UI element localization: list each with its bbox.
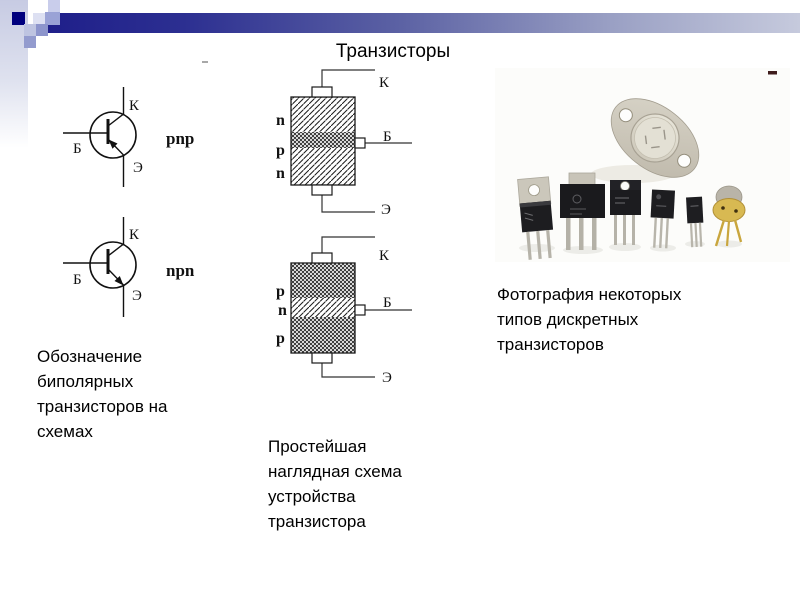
emitter-lead xyxy=(108,139,124,187)
layer-label-top: n xyxy=(276,112,285,129)
leg xyxy=(579,218,584,250)
emitter-label: Э xyxy=(133,160,143,176)
base-contact xyxy=(355,305,365,315)
to220b-transistor xyxy=(610,180,641,245)
to18-gold-transistor xyxy=(713,186,745,246)
deco-square xyxy=(24,24,36,36)
collector-lead xyxy=(108,87,124,126)
layer-label-mid: n xyxy=(278,302,287,319)
shadow xyxy=(716,241,742,248)
leg xyxy=(546,230,552,258)
tab-hole xyxy=(621,182,630,191)
emitter-lead xyxy=(108,269,124,317)
transistors-photo xyxy=(495,68,790,262)
pnp-symbol-diagram xyxy=(60,80,270,200)
layer-label-bottom: n xyxy=(276,165,285,182)
leg xyxy=(614,215,617,245)
body xyxy=(686,197,703,224)
layer-label-top: p xyxy=(276,283,285,300)
collector-label: К xyxy=(379,75,390,91)
n-layer-top xyxy=(292,98,355,133)
gold-base xyxy=(713,199,745,222)
caption-symbols: Обозначение биполярных транзисторов на схемах xyxy=(37,347,168,441)
p-layer-top xyxy=(292,264,355,299)
lead-hole xyxy=(734,209,738,213)
collector-label: К xyxy=(379,248,390,264)
deco-square xyxy=(24,36,36,48)
collector-lead xyxy=(108,217,124,256)
to126-transistor xyxy=(649,189,675,248)
n-layer-mid xyxy=(292,298,355,317)
tab-hole xyxy=(528,184,540,196)
deco-square xyxy=(48,0,60,12)
to218-transistor xyxy=(560,173,605,250)
to92-transistor xyxy=(686,197,705,248)
p-layer-mid xyxy=(292,132,355,148)
base-contact xyxy=(355,138,365,148)
stray-mark xyxy=(202,61,208,63)
emitter-label: Э xyxy=(381,202,391,218)
emitter-contact xyxy=(312,353,332,363)
collector-label: К xyxy=(129,227,140,243)
npn-symbol-diagram xyxy=(60,210,270,330)
emitter-wire xyxy=(322,195,375,212)
caption-photo: Фотография некоторых типов дискретных транзисторов xyxy=(497,285,682,354)
pnp-structure-diagram xyxy=(265,230,440,390)
base-label: Б xyxy=(73,141,82,157)
npn-type-label: npn xyxy=(166,261,195,280)
deco-square xyxy=(36,24,48,36)
pnp-type-label: pnp xyxy=(166,129,195,148)
layer-label-bottom: p xyxy=(276,330,285,347)
n-layer-bottom xyxy=(292,148,355,185)
transistor-circle xyxy=(90,112,136,158)
base-label: Б xyxy=(383,295,392,311)
header-gradient-bar xyxy=(48,13,800,33)
transistor-circle xyxy=(90,242,136,288)
emitter-label: Э xyxy=(382,370,392,386)
collector-wire xyxy=(322,237,375,253)
leg xyxy=(592,218,597,250)
leg xyxy=(566,218,571,250)
collector-wire xyxy=(322,70,375,87)
collector-contact xyxy=(312,87,332,97)
leg xyxy=(659,218,663,248)
body xyxy=(560,184,605,218)
npn-structure-diagram xyxy=(265,60,440,225)
layer-label-mid: p xyxy=(276,142,285,159)
leg xyxy=(665,218,669,248)
emitter-label: Э xyxy=(132,288,142,304)
body-marking xyxy=(656,206,666,207)
leg xyxy=(653,218,657,248)
emitter-contact xyxy=(312,185,332,195)
caption-structure: Простейшая наглядная схема устройства транзистора xyxy=(268,437,402,531)
emitter-wire xyxy=(322,363,375,377)
leg xyxy=(623,215,626,245)
photo-corner-mark xyxy=(768,71,777,75)
body xyxy=(651,189,675,218)
gold-leg xyxy=(735,220,741,242)
body xyxy=(610,190,641,215)
lead-hole xyxy=(721,206,725,210)
collector-contact xyxy=(312,253,332,263)
page-title: Транзисторы xyxy=(335,41,451,62)
collector-label: К xyxy=(129,98,140,114)
p-layer-bottom xyxy=(292,317,355,353)
base-label: Б xyxy=(73,272,82,288)
leg xyxy=(632,215,635,245)
base-label: Б xyxy=(383,129,392,145)
